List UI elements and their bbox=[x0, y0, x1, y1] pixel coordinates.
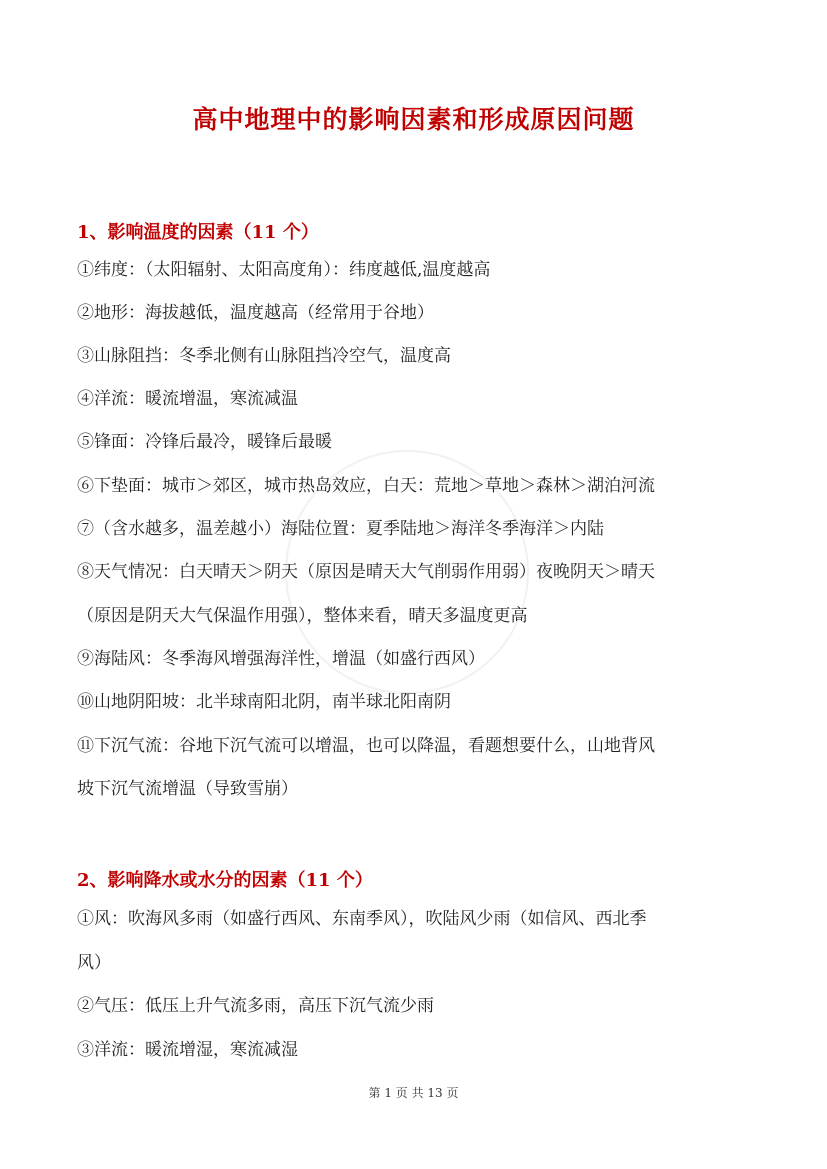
list-item: ⑨海陆风：冬季海风增强海洋性，增温（如盛行西风） bbox=[77, 649, 485, 669]
list-item-continuation: 风） bbox=[77, 953, 111, 973]
list-item: ⑪下沉气流：谷地下沉气流可以增温，也可以降温，看题想要什么，山地背风 bbox=[77, 736, 655, 756]
list-item-continuation: （原因是阴天大气保温作用强），整体来看，晴天多温度更高 bbox=[77, 606, 528, 626]
list-item: ②气压：低压上升气流多雨，高压下沉气流少雨 bbox=[77, 996, 434, 1016]
list-item: ②地形：海拔越低，温度越高（经常用于谷地） bbox=[77, 303, 434, 323]
list-item: ①风：吹海风多雨（如盛行西风、东南季风），吹陆风少雨（如信风、西北季 bbox=[77, 909, 647, 929]
list-item: ⑧天气情况：白天晴天＞阴天（原因是晴天大气削弱作用弱）夜晚阴天＞晴天 bbox=[77, 562, 655, 582]
page-title: 高中地理中的影响因素和形成原因问题 bbox=[192, 105, 635, 134]
list-item-continuation: 坡下沉气流增温（导致雪崩） bbox=[77, 779, 298, 799]
list-item: ③山脉阻挡：冬季北侧有山脉阻挡冷空气，温度高 bbox=[77, 346, 451, 366]
list-item: ①纬度：（太阳辐射、太阳高度角）：纬度越低,温度越高 bbox=[77, 260, 491, 280]
list-item: ⑥下垫面：城市＞郊区，城市热岛效应，白天：荒地＞草地＞森林＞湖泊河流 bbox=[77, 476, 655, 496]
section-heading-precipitation: 2、影响降水或水分的因素（11 个） bbox=[77, 870, 373, 891]
list-item: ③洋流：暖流增湿，寒流减湿 bbox=[77, 1040, 298, 1060]
list-item: ⑦（含水越多，温差越小）海陆位置：夏季陆地＞海洋冬季海洋＞内陆 bbox=[77, 519, 604, 539]
list-item: ④洋流：暖流增温，寒流减温 bbox=[77, 389, 298, 409]
page-number-footer: 第 1 页 共 13 页 bbox=[368, 1086, 459, 1100]
section-heading-temperature: 1、影响温度的因素（11 个） bbox=[77, 222, 319, 243]
list-item: ⑤锋面：冷锋后最冷，暖锋后最暖 bbox=[77, 432, 332, 452]
list-item: ⑩山地阴阳坡：北半球南阳北阴，南半球北阳南阴 bbox=[77, 692, 451, 712]
